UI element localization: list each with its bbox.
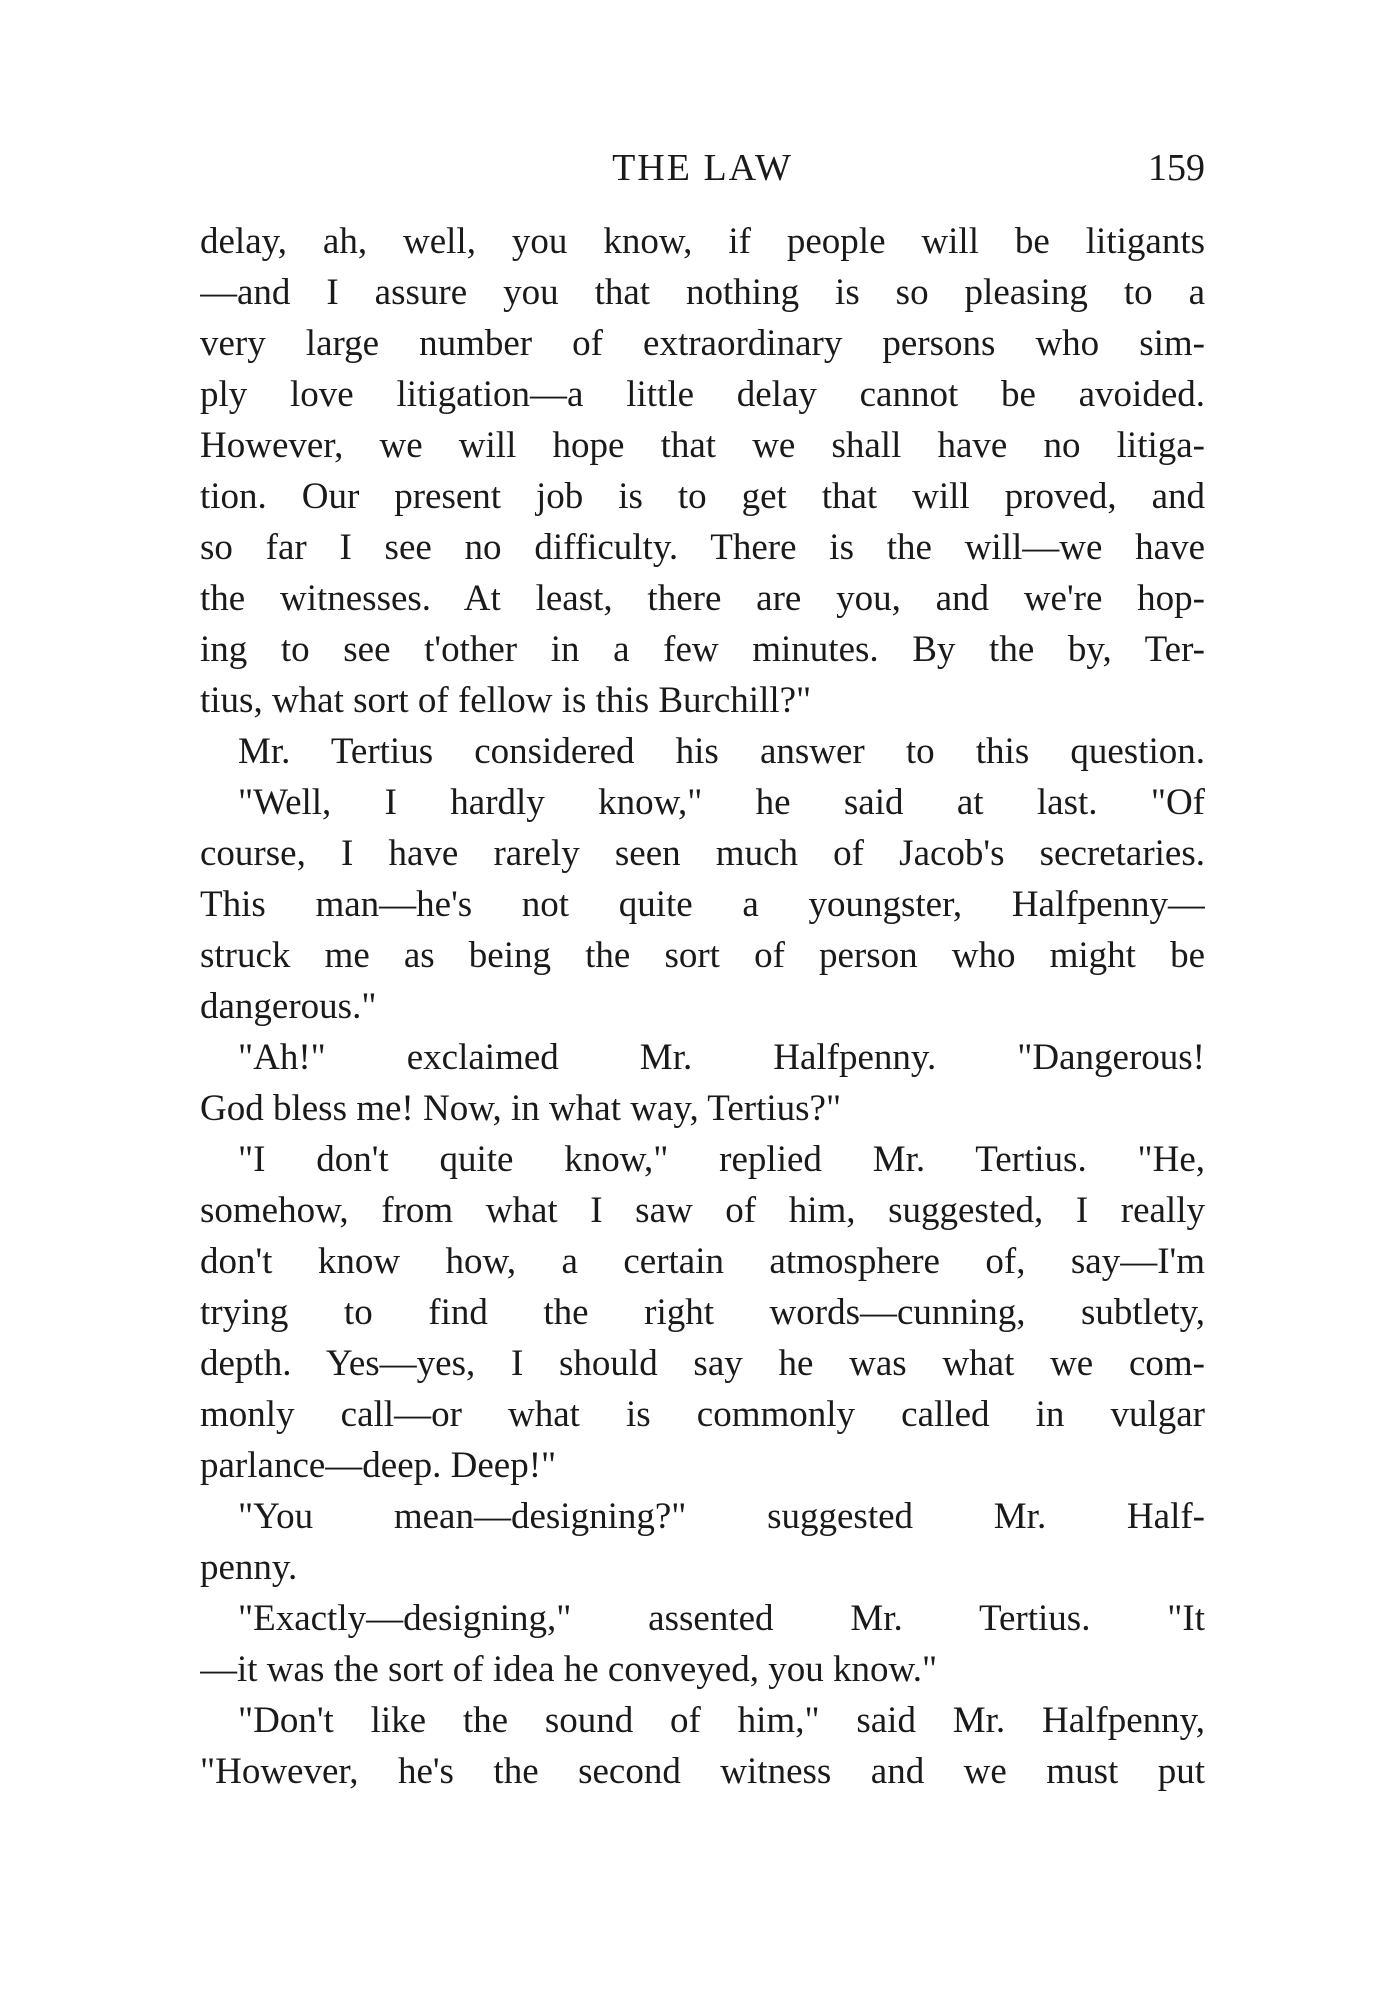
text-line: "I don't quite know," replied Mr. Tertius. "He, bbox=[238, 1139, 1205, 1180]
text-line: tion. Our present job is to get that will proved, and bbox=[200, 476, 1205, 517]
page-number: 159 bbox=[1148, 147, 1205, 189]
text-line: penny. bbox=[200, 1547, 298, 1588]
text-line: tius, what sort of fellow is this Burchill?" bbox=[200, 680, 812, 721]
text-line: —it was the sort of idea he conveyed, you know." bbox=[200, 1649, 938, 1690]
text-line: struck me as being the sort of person who might be bbox=[200, 935, 1205, 976]
text-line: parlance—deep. Deep!" bbox=[200, 1445, 557, 1486]
text-line: ing to see t'other in a few minutes. By the by, Ter- bbox=[200, 629, 1205, 670]
text-line: dangerous." bbox=[200, 986, 377, 1027]
text-line: "Don't like the sound of him," said Mr. Halfpenny, bbox=[238, 1700, 1205, 1741]
running-head bbox=[200, 138, 1205, 198]
text-line: However, we will hope that we shall have no litiga- bbox=[200, 425, 1205, 466]
text-line: very large number of extraordinary persons who sim- bbox=[200, 323, 1205, 364]
text-line: God bless me! Now, in what way, Tertius?" bbox=[200, 1088, 842, 1129]
text-line: "Ah!" exclaimed Mr. Halfpenny. "Dangerous! bbox=[238, 1037, 1205, 1078]
text-line: "However, he's the second witness and we must put bbox=[200, 1751, 1205, 1792]
running-title: THE LAW bbox=[612, 147, 793, 189]
text-line: delay, ah, well, you know, if people will be litigants bbox=[200, 221, 1205, 262]
text-line: trying to find the right words—cunning, subtlety, bbox=[200, 1292, 1205, 1333]
body-text bbox=[200, 216, 1205, 1797]
text-line: Mr. Tertius considered his answer to this question. bbox=[238, 731, 1205, 772]
text-line: —and I assure you that nothing is so pleasing to a bbox=[200, 272, 1205, 313]
text-line: "You mean—designing?" suggested Mr. Half- bbox=[238, 1496, 1205, 1537]
text-line: depth. Yes—yes, I should say he was what we com- bbox=[200, 1343, 1205, 1384]
text-line: somehow, from what I saw of him, suggested, I really bbox=[200, 1190, 1205, 1231]
text-line: so far I see no difficulty. There is the will—we have bbox=[200, 527, 1205, 568]
text-line: course, I have rarely seen much of Jacob's secretaries. bbox=[200, 833, 1205, 874]
text-line: monly call—or what is commonly called in vulgar bbox=[200, 1394, 1205, 1435]
text-line: This man—he's not quite a youngster, Halfpenny— bbox=[200, 884, 1205, 925]
text-line: "Well, I hardly know," he said at last. "Of bbox=[238, 782, 1205, 823]
text-line: ply love litigation—a little delay cannot be avoided. bbox=[200, 374, 1205, 415]
text-line: "Exactly—designing," assented Mr. Tertius. "It bbox=[238, 1598, 1205, 1639]
text-line: don't know how, a certain atmosphere of, say—I'm bbox=[200, 1241, 1205, 1282]
text-line: the witnesses. At least, there are you, and we're hop- bbox=[200, 578, 1205, 619]
